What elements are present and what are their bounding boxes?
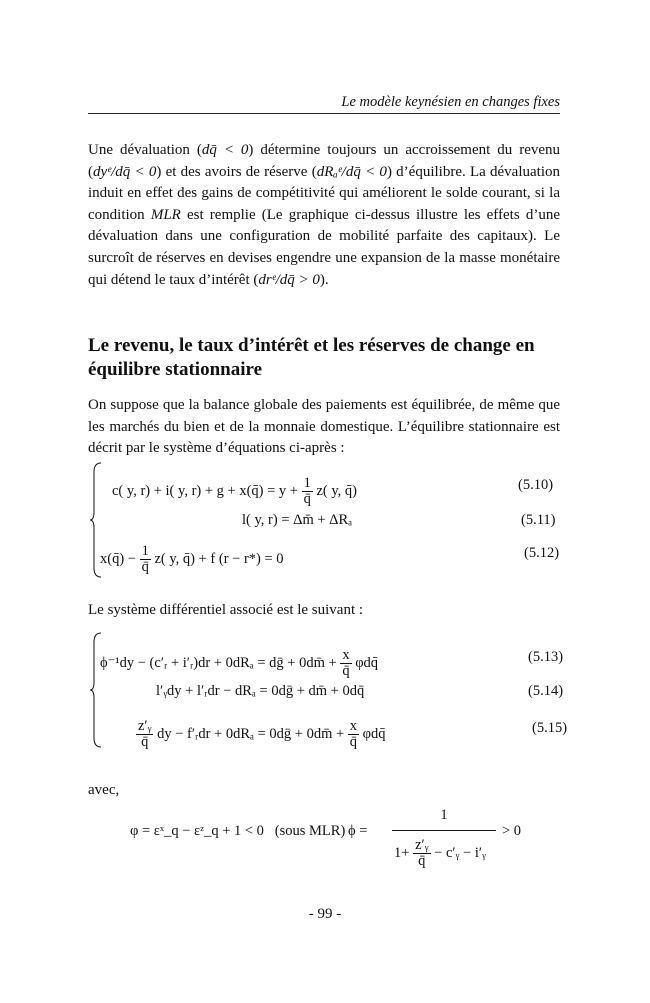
equation-number-5-12: (5.12)	[524, 545, 560, 561]
capital-phi-denominator: 1+ $\frac{\text{z′ᵧ}}{q̄}$ − c′ᵧ − i′ᵧ	[394, 837, 486, 869]
suppose-paragraph: On suppose que la balance globale des paiements est équilibrée, de même que les marchés du bien et de la monnaie domestique. L’équilibre stationnaire est décrit par le système d’équations ci-après :	[88, 397, 560, 457]
intro-text-1: Une dévaluation (	[88, 142, 202, 158]
equation-number-5-15: (5.15)	[532, 720, 568, 736]
header-rule	[88, 113, 560, 114]
equation-5-10: c( y, r) + i( y, r) + g + x(q̄) = y + $\frac{1}{q̄}$ z( y, q̄)	[112, 475, 358, 507]
capital-phi-condition: > 0	[502, 823, 522, 839]
equation-5-15: $\frac{\text{z′ᵧ}}{q̄}$ dy − f′ᵣdr + 0dRₐ = 0dḡ + 0dm̄ + $\frac{x}{q̄}$ φdq̄	[138, 718, 386, 750]
equation-5-13: ϕ⁻¹dy − (c′ᵣ + i′ᵣ)dr + 0dRₐ = dḡ + 0dm̄ + $\frac{x}{q̄}$ φdq̄	[100, 647, 379, 679]
running-header: Le modèle keynésien en changes fixes	[341, 94, 560, 110]
intro-text-3: ) et des avoirs de réserve (	[156, 163, 317, 180]
section-title: Le revenu, le taux d’intérêt et les réserves de change en équilibre stationnaire	[88, 335, 535, 380]
intro-text-5: est remplie (Le graphique ci-dessus illustre les effets d’une dévaluation dans une configuration de mobilité parfaite des capitaux). Le surcroît de réserves en devises engendre une expansion de la masse monétaire qui détend le taux d’intérêt (	[88, 206, 560, 288]
capital-phi-definition: ϕ =	[348, 823, 368, 839]
intro-math-3: dRₐᵉ/dq̄ < 0	[316, 163, 387, 180]
equation-number-5-14: (5.14)	[528, 683, 564, 699]
intro-text-4: ) d’équilibre. La dévaluation induit en effet des gains de compétitivité qui améliorent le solde courant, si la condition	[88, 163, 560, 223]
capital-phi-fraction-bar	[392, 830, 496, 831]
equation-5-11: l( y, r) = Δm̄ + ΔRₐ	[242, 512, 353, 528]
intro-math-2: dyᵉ/dq̄ < 0	[93, 163, 157, 180]
equation-5-14: l′ᵧdy + l′ᵣdr − dRₐ = 0dḡ + dm̄ + 0dq̄	[156, 683, 365, 699]
systeme-paragraph: Le système différentiel associé est le suivant :	[88, 602, 364, 618]
equation-number-5-11: (5.11)	[521, 512, 556, 528]
page-number: - 99 -	[308, 906, 342, 922]
intro-math-1: dq̄ < 0	[201, 142, 249, 158]
equation-5-12: x(q̄) − $\frac{1}{q̄}$ z( y, q̄) + f (r − r*) = 0	[100, 543, 284, 575]
avec-label: avec,	[88, 782, 120, 798]
intro-math-5: drᵉ/dq̄ > 0	[258, 271, 320, 288]
intro-text-6: ).	[319, 271, 329, 288]
capital-phi-numerator: 1	[440, 807, 448, 823]
intro-paragraph	[88, 140, 560, 291]
phi-definition: φ = εˣ_q − εᶻ_q + 1 < 0 (sous MLR)	[130, 823, 346, 839]
equation-number-5-10: (5.10)	[518, 477, 554, 493]
intro-text-2: ) détermine toujours un accroissement du revenu (	[88, 142, 561, 180]
equation-number-5-13: (5.13)	[528, 649, 564, 665]
intro-math-4: MLR	[150, 206, 181, 223]
